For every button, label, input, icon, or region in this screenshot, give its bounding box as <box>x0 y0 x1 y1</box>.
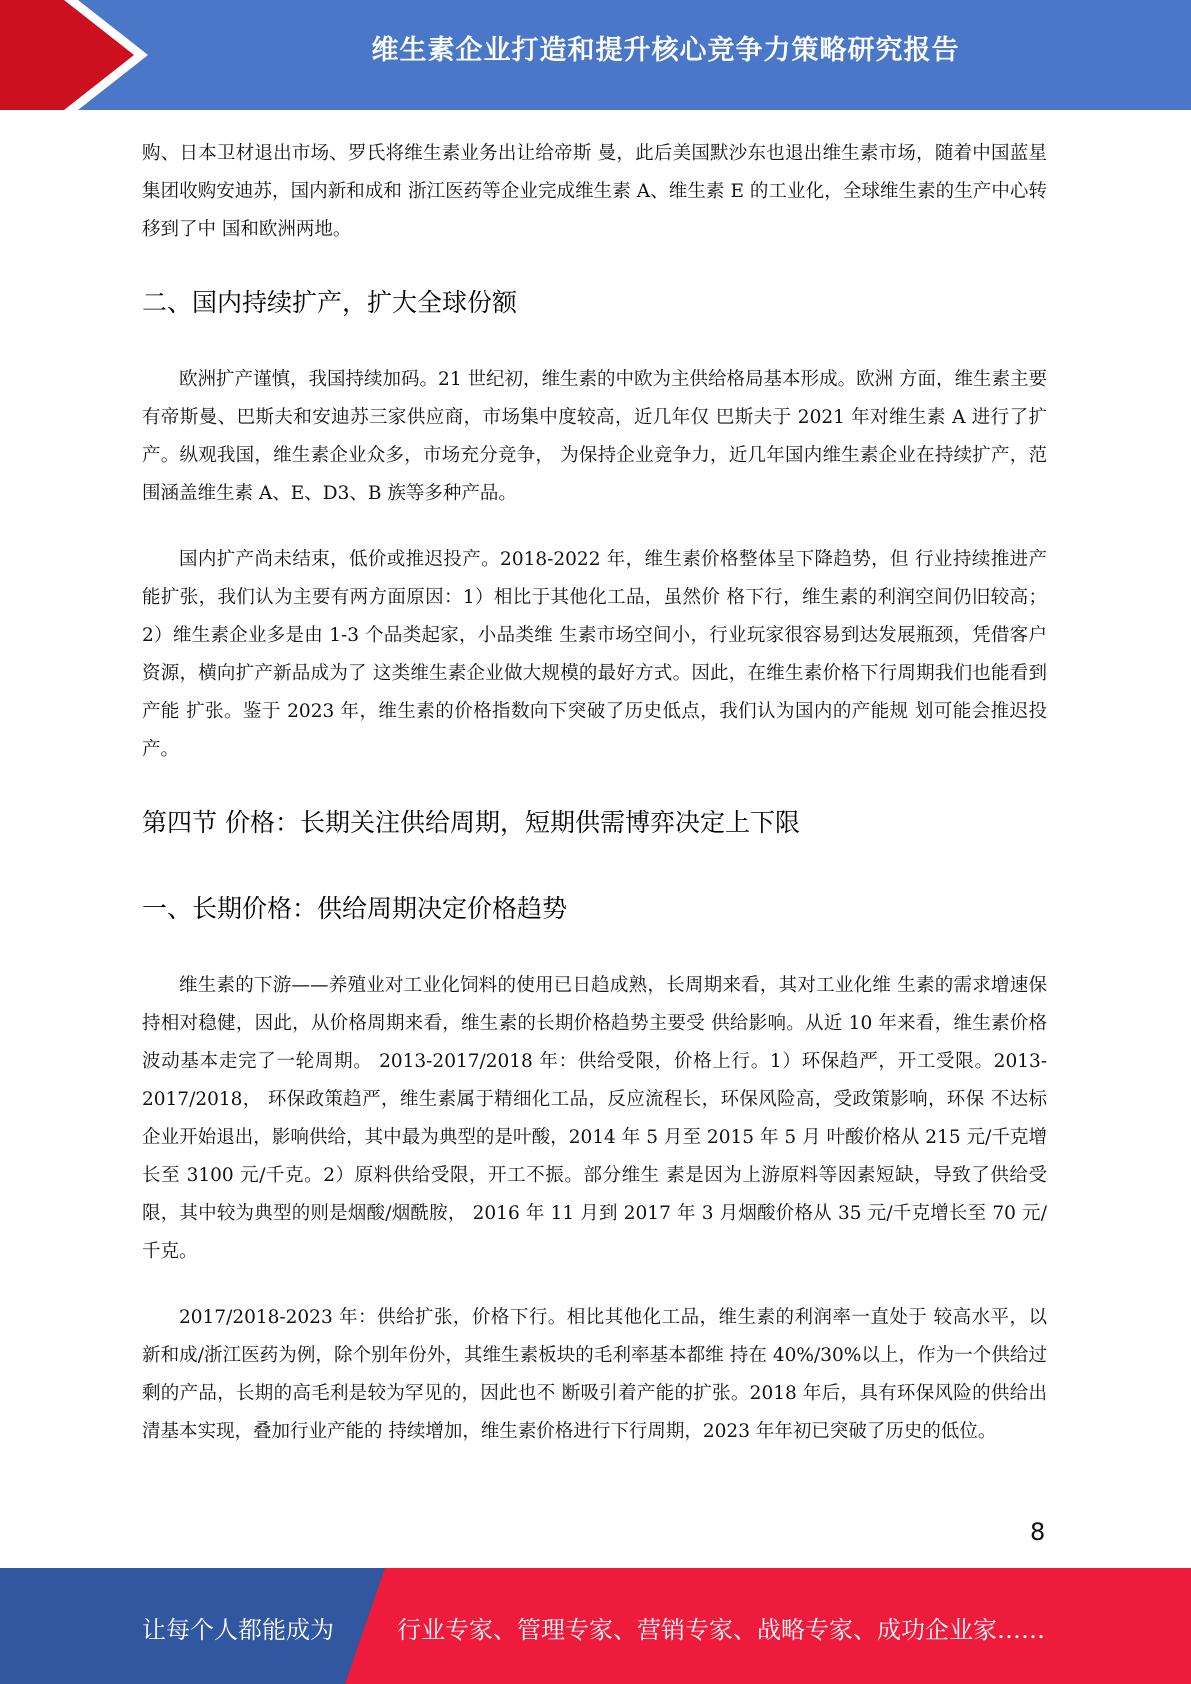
page-footer <box>0 1568 1191 1684</box>
page-header <box>0 0 1191 110</box>
paragraph-europe-expansion: 欧洲扩产谨慎，我国持续加码。21 世纪初，维生素的中欧为主供给格局基本形成。欧洲 方面，维生素主要有帝斯曼、巴斯夫和安迪苏三家供应商，市场集中度较高，近几年仅 巴斯夫于 2021 年对维生素 A 进行了扩产。纵观我国，维生素企业众多，市场充分竞争， 为保持企业竞争力，近几年国内维生素企业在持续扩产，范围涵盖维生素 A、E、D3、B 族等多种产品。 <box>142 369 1047 504</box>
heading-domestic-expansion: 二、国内持续扩产，扩大全球份额 <box>142 288 518 317</box>
heading-long-term-price: 一、长期价格：供给周期决定价格趋势 <box>142 894 568 923</box>
header-arrow-decoration <box>0 0 148 110</box>
footer-slogan-left: 让每个人都能成为 <box>142 1616 334 1644</box>
paragraph-downstream-demand: 维生素的下游——养殖业对工业化饲料的使用已日趋成熟，长周期来看，其对工业化维 生素的需求增速保持相对稳健，因此，从价格周期来看，维生素的长期价格趋势主要受 供给影响。从近 10 年来看，维生素价格波动基本走完了一轮周期。 2013-2017/2018 年：供给受限，价格上行。1）环保趋严，开工受限。2013-2017/2018， 环保政策趋严，维生素属于精细化工品，反应流程长，环保风险高，受政策影响，环保 不达标企业开始退出，影响供给，其中最为典型的是叶酸，2014 年 5 月至 2015 年 5 月 叶酸价格从 215 元/千克增长至 3100 元/千克。2）原料供给受限，开工不振。部分维生 素是因为上游原料等因素短缺，导致了供给受限，其中较为典型的则是烟酸/烟酰胺， 2016 年 11 月到 2017 年 3 月烟酸价格从 35 元/千克增长至 70 元/千克。 <box>142 975 1048 1262</box>
paragraph-supply-expansion: 2017/2018-2023 年：供给扩张，价格下行。相比其他化工品，维生素的利润率一直处于 较高水平，以新和成/浙江医药为例，除个别年份外，其维生素板块的毛利率基本都维 持在 40%/30%以上，作为一个供给过剩的产品，长期的高毛利是较为罕见的，因此也不 断吸引着产能的扩张。2018 年后，具有环保风险的供给出清基本实现，叠加行业产能的 持续增加，维生素价格进行下行周期，2023 年年初已突破了历史的低位。 <box>142 1307 1047 1442</box>
page-content <box>142 135 1047 1451</box>
footer-slogan-right: 行业专家、管理专家、营销专家、战略专家、成功企业家…… <box>397 1616 1045 1644</box>
heading-section-four: 第四节 价格：长期关注供给周期，短期供需博弈决定上下限 <box>142 808 800 837</box>
paragraph-domestic-capacity: 国内扩产尚未结束，低价或推迟投产。2018-2022 年，维生素价格整体呈下降趋势，但 行业持续推进产能扩张，我们认为主要有两方面原因：1）相比于其他化工品，虽然价 格下行，维生素的利润空间仍旧较高；2）维生素企业多是由 1-3 个品类起家，小品类维 生素市场空间小，行业玩家很容易到达发展瓶颈，凭借客户资源，横向扩产新品成为了 这类维生素企业做大规模的最好方式。因此，在维生素价格下行周期我们也能看到产能 扩张。鉴于 2023 年，维生素的价格指数向下突破了历史低点，我们认为国内的产能规 划可能会推迟投产。 <box>142 549 1047 760</box>
report-title: 维生素企业打造和提升核心竞争力策略研究报告 <box>371 35 960 66</box>
page-number: 8 <box>1030 1518 1046 1546</box>
paragraph-continuation: 购、日本卫材退出市场、罗氏将维生素业务出让给帝斯 曼，此后美国默沙东也退出维生素市场，随着中国蓝星集团收购安迪苏，国内新和成和 浙江医药等企业完成维生素 A、维生素 E 的工业化，全球维生素的生产中心转移到了中 国和欧洲两地。 <box>142 143 1047 240</box>
